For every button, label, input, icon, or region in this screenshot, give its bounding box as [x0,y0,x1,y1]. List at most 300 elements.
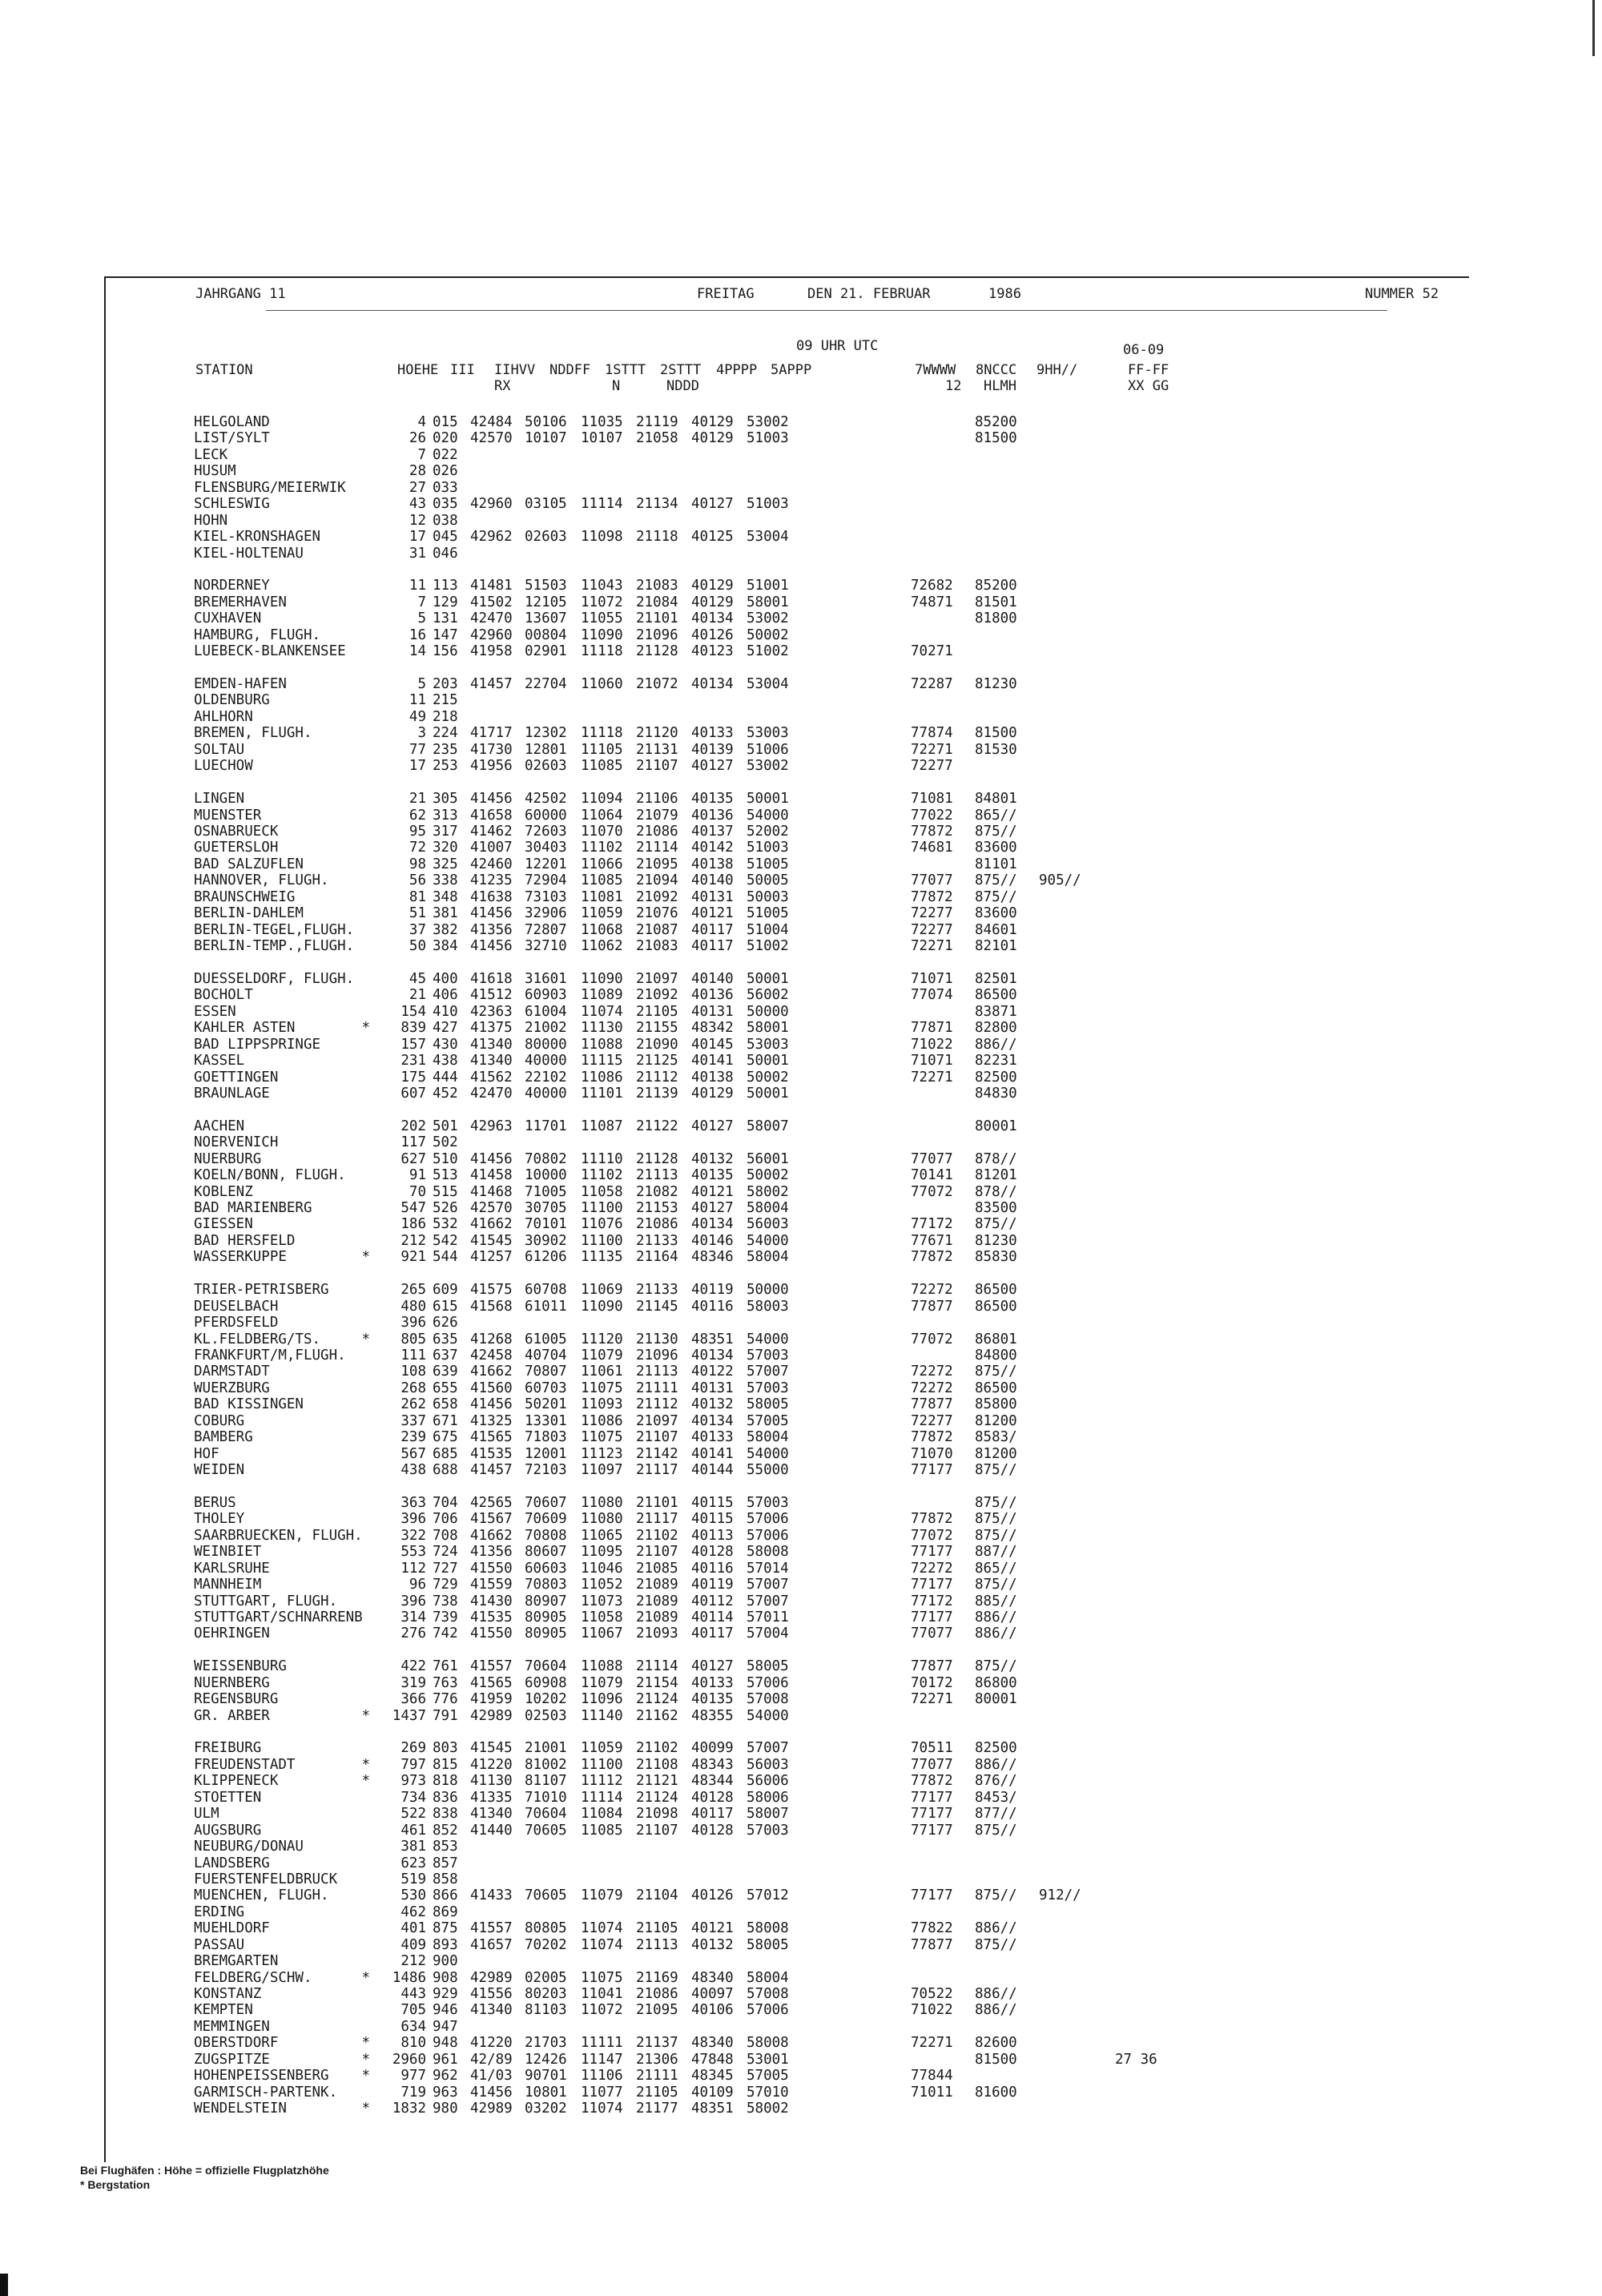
group-iihvv: 41456 [470,938,513,954]
group-spacer [106,1478,1469,1494]
group-1sttt: 11100 [581,1756,623,1773]
station-name: FREUDENSTADT [194,1756,296,1773]
group-1sttt: 11087 [581,1118,623,1134]
group-2sttt: 21119 [636,414,678,430]
group-7wwww: 77872 [911,1429,953,1446]
station-name: OEHRINGEN [194,1625,270,1642]
group-5appp: 54000 [747,807,789,824]
group-iihvv: 41557 [470,1658,513,1675]
group-iihvv: 41457 [470,1462,513,1478]
table-row [106,546,1469,562]
group-nddff: 11701 [525,1118,567,1134]
altitude: 627 [400,1150,426,1167]
group-7wwww: 71011 [911,2084,953,2101]
group-1sttt: 11081 [581,888,623,905]
mountain-marker: * [361,2051,370,2068]
group-5appp: 53002 [747,758,789,775]
station-id: 532 [433,1216,458,1233]
altitude: 50 [409,938,426,954]
station-name: BREMGARTEN [194,1953,279,1970]
group-4pppp: 40099 [691,1740,734,1757]
group-nddff: 10801 [525,2084,567,2101]
station-name: WUERZBURG [194,1380,270,1396]
group-iihvv: 41956 [470,758,513,775]
table-row [106,430,1469,446]
group-7wwww: 77844 [911,2068,953,2085]
group-iihvv: 42470 [470,1085,513,1102]
group-4pppp: 40127 [691,758,734,775]
altitude: 175 [400,1069,426,1086]
group-1sttt: 11102 [581,1167,623,1184]
station-id: 866 [433,1887,458,1904]
station-id: 502 [433,1134,458,1151]
group-2sttt: 21098 [636,1806,678,1823]
group-iihvv: 41958 [470,643,513,660]
group-8nccc: 875// [975,1364,1017,1380]
altitude: 1437 [392,1707,426,1724]
group-4pppp: 40114 [691,1609,734,1625]
group-5appp: 50001 [747,1053,789,1069]
group-nddff: 60908 [525,1674,567,1691]
altitude: 461 [400,1822,426,1839]
group-7wwww: 72277 [911,1412,953,1429]
table-row [106,414,1469,430]
station-name: KAHLER ASTEN [194,1020,296,1037]
group-2sttt: 21092 [636,987,678,1004]
group-1sttt: 11046 [581,1560,623,1577]
group-iihvv: 41730 [470,741,513,758]
group-4pppp: 48340 [691,2035,734,2052]
altitude: 111 [400,1347,426,1364]
group-1sttt: 11088 [581,1036,623,1053]
table-row [106,610,1469,626]
altitude: 202 [400,1118,426,1134]
group-8nccc: 80001 [975,1118,1017,1134]
table-row [106,463,1469,479]
col-hlmh: HLMH [984,378,1016,394]
station-name: LUEBECK-BLANKENSEE [194,643,346,660]
group-1sttt: 11052 [581,1577,623,1593]
group-2sttt: 21124 [636,1691,678,1708]
altitude: 11 [409,692,426,709]
group-nddff: 80905 [525,1609,567,1625]
group-nddff: 12426 [525,2051,567,2068]
group-4pppp: 48345 [691,2068,734,2085]
group-4pppp: 40129 [691,414,734,430]
station-id: 427 [433,1020,458,1037]
station-name: DARMSTADT [194,1364,270,1380]
table-row [106,529,1469,545]
station-name: SCHLESWIG [194,496,270,513]
altitude: 91 [409,1167,426,1184]
group-8nccc: 86500 [975,1380,1017,1396]
group-iihvv: 42470 [470,610,513,627]
footnote-mountain: * Bergstation [80,2178,151,2191]
table-row [106,1887,1469,1903]
station-id: 708 [433,1527,458,1544]
group-2sttt: 21076 [636,905,678,922]
group-8nccc: 875// [975,888,1017,905]
station-name: GUETERSLOH [194,840,279,856]
group-7wwww: 72271 [911,2035,953,2052]
table-row [106,808,1469,824]
group-4pppp: 40139 [691,741,734,758]
altitude: 72 [409,840,426,856]
altitude: 921 [400,1249,426,1266]
station-name: STOETTEN [194,1789,262,1806]
group-8nccc: 81230 [975,1232,1017,1249]
group-nddff: 10107 [525,430,567,447]
station-id: 675 [433,1429,458,1446]
station-name: ERDING [194,1903,245,1920]
altitude: 212 [400,1232,426,1249]
group-2sttt: 21117 [636,1511,678,1528]
group-iihvv: 41559 [470,1577,513,1593]
altitude: 269 [400,1740,426,1757]
group-iihvv: 41456 [470,1396,513,1413]
group-4pppp: 48351 [691,1331,734,1347]
group-8nccc: 8453/ [975,1789,1017,1806]
page-header [106,286,1469,310]
station-table [106,414,1469,2161]
group-5appp: 57008 [747,1986,789,2002]
station-name: ESSEN [194,1003,236,1020]
group-nddff: 02603 [525,758,567,775]
table-row [106,1528,1469,1544]
group-8nccc: 84601 [975,921,1017,938]
group-2sttt: 21142 [636,1445,678,1462]
group-iihvv: 41717 [470,725,513,742]
group-iihvv: 41557 [470,1920,513,1937]
group-7wwww: 77172 [911,1593,953,1609]
station-id: 430 [433,1036,458,1053]
station-name: MUENSTER [194,807,262,824]
group-nddff: 70604 [525,1658,567,1675]
group-4pppp: 40137 [691,823,734,840]
group-nddff: 70605 [525,1822,567,1839]
station-name: NEUBURG/DONAU [194,1839,304,1855]
group-2sttt: 21169 [636,1969,678,1986]
station-id: 875 [433,1920,458,1937]
altitude: 186 [400,1216,426,1233]
group-4pppp: 40122 [691,1364,734,1380]
station-id: 129 [433,594,458,610]
group-iihvv: 41638 [470,888,513,905]
group-2sttt: 21139 [636,1085,678,1102]
group-5appp: 50000 [747,1003,789,1020]
altitude: 95 [409,823,426,840]
station-id: 869 [433,1903,458,1920]
group-4pppp: 40106 [691,2002,734,2019]
station-id: 963 [433,2084,458,2101]
group-4pppp: 40134 [691,1347,734,1364]
group-iihvv: 42570 [470,1200,513,1216]
altitude: 70 [409,1183,426,1200]
group-2sttt: 21107 [636,1544,678,1561]
group-2sttt: 21113 [636,1936,678,1953]
altitude: 519 [400,1871,426,1887]
station-name: LECK [194,446,228,463]
station-id: 224 [433,725,458,742]
group-8nccc: 84830 [975,1085,1017,1102]
group-2sttt: 21133 [636,1282,678,1299]
group-1sttt: 11077 [581,2084,623,2101]
group-5appp: 57004 [747,1625,789,1642]
group-nddff: 81002 [525,1756,567,1773]
station-id: 858 [433,1871,458,1887]
altitude: 522 [400,1806,426,1823]
altitude: 443 [400,1986,426,2002]
station-name: BRAUNSCHWEIG [194,888,296,905]
station-id: 131 [433,610,458,627]
station-id: 900 [433,1953,458,1970]
group-7wwww: 70511 [911,1740,953,1757]
table-row [106,791,1469,807]
group-1sttt: 11079 [581,1347,623,1364]
station-name: FELDBERG/SCHW. [194,1969,312,1986]
altitude: 26 [409,430,426,447]
group-8nccc: 83600 [975,840,1017,856]
station-id: 513 [433,1167,458,1184]
group-7wwww: 77074 [911,987,953,1004]
group-iihvv: 41657 [470,1936,513,1953]
station-name: NOERVENICH [194,1134,279,1151]
group-1sttt: 11090 [581,626,623,643]
group-8nccc: 86800 [975,1674,1017,1691]
station-id: 836 [433,1789,458,1806]
group-5appp: 58008 [747,1920,789,1937]
weekday: FREITAG [697,286,755,302]
group-2sttt: 21097 [636,1412,678,1429]
group-2sttt: 21104 [636,1887,678,1904]
group-5appp: 54000 [747,1331,789,1347]
table-row [106,1380,1469,1396]
table-row [106,1871,1469,1887]
group-5appp: 58003 [747,1298,789,1315]
station-name: KIEL-HOLTENAU [194,545,304,562]
table-row [106,1282,1469,1298]
group-2sttt: 21114 [636,840,678,856]
station-id: 947 [433,2018,458,2035]
station-id: 929 [433,1986,458,2002]
group-5appp: 50000 [747,1282,789,1299]
group-4pppp: 40131 [691,1003,734,1020]
station-id: 400 [433,970,458,987]
group-7wwww: 77177 [911,1577,953,1593]
group-5appp: 58008 [747,1544,789,1561]
group-8nccc: 86801 [975,1331,1017,1347]
group-spacer [106,954,1469,970]
group-nddff: 60703 [525,1380,567,1396]
group-5appp: 57003 [747,1347,789,1364]
group-2sttt: 21106 [636,791,678,808]
group-2sttt: 21107 [636,758,678,775]
station-name: HOF [194,1445,219,1462]
group-5appp: 53001 [747,2051,789,2068]
group-5appp: 51001 [747,578,789,594]
group-7wwww: 77022 [911,807,953,824]
table-row [106,1511,1469,1527]
group-1sttt: 11073 [581,1593,623,1609]
group-nddff: 40000 [525,1053,567,1069]
group-1sttt: 11080 [581,1494,623,1511]
table-row [106,1986,1469,2002]
group-1sttt: 11064 [581,807,623,824]
group-nddff: 80905 [525,1625,567,1642]
group-5appp: 54000 [747,1232,789,1249]
altitude: 212 [400,1953,426,1970]
group-iihvv: 42989 [470,2101,513,2117]
group-8nccc: 875// [975,1216,1017,1233]
group-1sttt: 11059 [581,1740,623,1757]
group-2sttt: 21107 [636,1822,678,1839]
station-name: OSNABRUECK [194,823,279,840]
group-2sttt: 21125 [636,1053,678,1069]
station-id: 776 [433,1691,458,1708]
group-8nccc: 876// [975,1773,1017,1790]
table-row [106,2002,1469,2018]
station-name: MEMMINGEN [194,2018,270,2035]
table-row [106,627,1469,643]
group-5appp: 57007 [747,1364,789,1380]
station-id: 853 [433,1839,458,1855]
group-5appp: 58005 [747,1396,789,1413]
group-9hh: 912// [1039,1887,1081,1904]
group-2sttt: 21155 [636,1020,678,1037]
group-2sttt: 21105 [636,2084,678,2101]
group-4pppp: 40129 [691,1085,734,1102]
station-name: FREIBURG [194,1740,262,1757]
station-id: 526 [433,1200,458,1216]
altitude: 705 [400,2002,426,2019]
group-iihvv: 41468 [470,1183,513,1200]
group-8nccc: 83500 [975,1200,1017,1216]
group-nddff: 72603 [525,823,567,840]
group-2sttt: 21058 [636,430,678,447]
altitude: 51 [409,905,426,922]
group-8nccc: 86500 [975,987,1017,1004]
group-iihvv: 41545 [470,1740,513,1757]
group-2sttt: 21137 [636,2035,678,2052]
group-2sttt: 21112 [636,1396,678,1413]
group-nddff: 21001 [525,1740,567,1757]
station-id: 022 [433,446,458,463]
group-8nccc: 81500 [975,430,1017,447]
altitude: 396 [400,1593,426,1609]
group-iihvv: 41220 [470,2035,513,2052]
group-nddff: 70609 [525,1511,567,1528]
station-id: 515 [433,1183,458,1200]
table-row [106,1413,1469,1429]
table-row [106,1839,1469,1855]
group-2sttt: 21087 [636,921,678,938]
group-7wwww: 70522 [911,1986,953,2002]
group-2sttt: 21084 [636,594,678,610]
group-4pppp: 40115 [691,1494,734,1511]
group-1sttt: 11074 [581,2101,623,2117]
altitude: 239 [400,1429,426,1446]
altitude: 381 [400,1839,426,1855]
group-iihvv: 41375 [470,1020,513,1037]
group-7wwww: 77172 [911,1216,953,1233]
station-id: 727 [433,1560,458,1577]
group-5appp: 57007 [747,1740,789,1757]
table-row [106,1823,1469,1839]
station-id: 742 [433,1625,458,1642]
group-iihvv: 41565 [470,1674,513,1691]
group-nddff: 80607 [525,1544,567,1561]
station-name: WENDELSTEIN [194,2101,287,2117]
group-7wwww: 72272 [911,1364,953,1380]
group-iihvv: 42458 [470,1347,513,1364]
altitude: 12 [409,512,426,529]
table-row [106,1937,1469,1953]
group-iihvv: 42960 [470,626,513,643]
group-2sttt: 21092 [636,888,678,905]
group-2sttt: 21101 [636,1494,678,1511]
group-1sttt: 11041 [581,1986,623,2002]
station-name: GARMISCH-PARTENK. [194,2084,338,2101]
station-id: 203 [433,676,458,692]
station-id: 156 [433,643,458,660]
altitude: 366 [400,1691,426,1708]
group-spacer [106,775,1469,791]
station-id: 542 [433,1232,458,1249]
altitude: 7 [417,594,426,610]
group-7wwww: 77177 [911,1462,953,1478]
group-2sttt: 21128 [636,1150,678,1167]
group-7wwww: 77177 [911,1822,953,1839]
group-7wwww: 72682 [911,578,953,594]
station-name: PFERDSFELD [194,1315,279,1331]
station-id: 348 [433,888,458,905]
group-nddff: 70803 [525,1577,567,1593]
altitude: 422 [400,1658,426,1675]
table-row [106,1200,1469,1216]
group-8nccc: 82501 [975,970,1017,987]
station-id: 033 [433,479,458,496]
group-nddff: 61004 [525,1003,567,1020]
group-2sttt: 21131 [636,741,678,758]
group-iihvv: 41325 [470,1412,513,1429]
group-5appp: 51005 [747,856,789,872]
group-spacer [106,1266,1469,1282]
altitude: 17 [409,529,426,546]
group-nddff: 51503 [525,578,567,594]
station-id: 852 [433,1822,458,1839]
group-7wwww: 77877 [911,1936,953,1953]
station-id: 635 [433,1331,458,1347]
station-name: AACHEN [194,1118,245,1134]
station-id: 803 [433,1740,458,1757]
table-row [106,1184,1469,1200]
group-8nccc: 878// [975,1183,1017,1200]
group-iihvv: 41356 [470,1544,513,1561]
group-nddff: 61206 [525,1249,567,1266]
table-row [106,1053,1469,1069]
group-5appp: 51006 [747,741,789,758]
group-2sttt: 21128 [636,643,678,660]
station-name: BAD KISSINGEN [194,1396,304,1413]
group-2sttt: 21162 [636,1707,678,1724]
group-7wwww: 77177 [911,1609,953,1625]
group-8nccc: 81600 [975,2084,1017,2101]
station-name: KOELN/BONN, FLUGH. [194,1167,346,1184]
table-row [106,758,1469,774]
group-1sttt: 11123 [581,1445,623,1462]
station-id: 791 [433,1707,458,1724]
altitude: 21 [409,987,426,1004]
